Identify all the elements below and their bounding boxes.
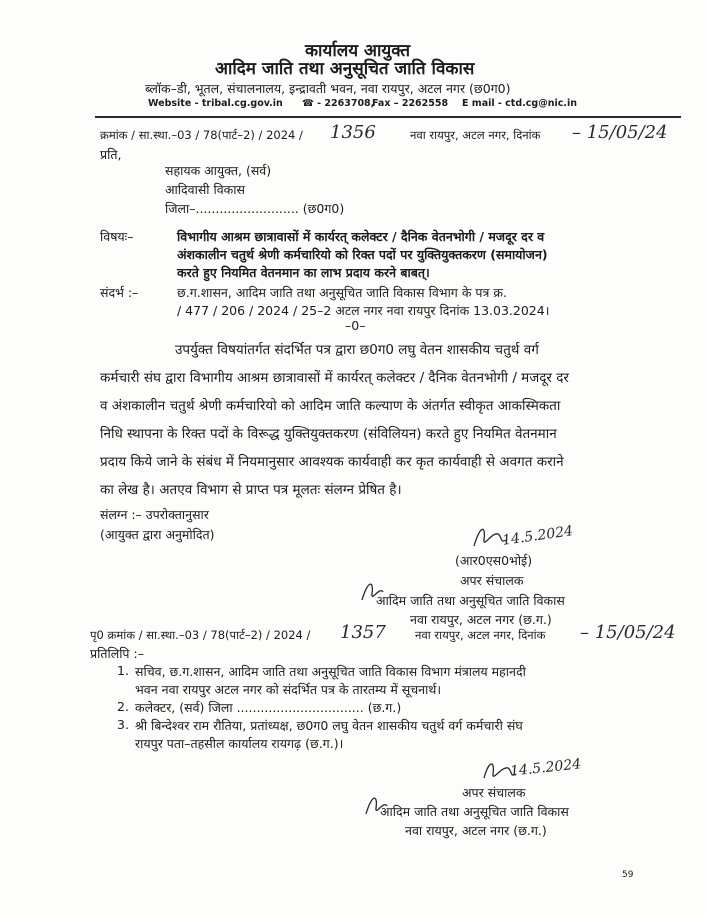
- place-date-label: नवा रायपुर, अटल नगर, दिनांक: [410, 128, 541, 142]
- letterhead-phone: ☎ - 2263708,: [302, 98, 375, 109]
- reference-label: संदर्भ :–: [100, 285, 139, 300]
- handwritten-date: – 15/05/24: [572, 122, 668, 143]
- body-line4: निधि स्थापना के रिक्त पदों के विरूद्ध युक्तियुक्तकरण (संविलियन) करते हुए नियमित वेतनमान: [100, 426, 557, 442]
- copy-handwritten-number: 1357: [340, 622, 386, 643]
- signatory-place-2: नवा रायपुर, अटल नगर (छ.ग.): [405, 823, 547, 838]
- letterhead-divider: [95, 116, 681, 118]
- copy-item-1-line1: सचिव, छ.ग.शासन, आदिम जाति तथा अनुसूचित जाति विकास विभाग मंत्रालय महानदी: [135, 664, 526, 679]
- signature-date-2: 14.5.2024: [509, 756, 582, 780]
- copy-item-2-line1: कलेक्टर, (सर्व) जिला ................................ (छ.ग.): [135, 700, 402, 715]
- copy-item-1-line2: भवन नवा रायपुर अटल नगर को संदर्भित पत्र के तारतम्य में सूचनार्थ।: [135, 682, 442, 697]
- reference-line2: / 477 / 206 / 2024 / 25–2 अटल नगर नवा रायपुर दिनांक 13.03.2024।: [177, 303, 550, 318]
- addressee-line2: आदिवासी विकास: [165, 182, 245, 197]
- signatory-dept-1: आदिम जाति तथा अनुसूचित जाति विकास: [376, 593, 565, 608]
- subject-line1: विभागीय आश्रम छात्रावासों में कार्यरत् कलेक्टर / दैनिक वेतनभोगी / मजदूर दर व: [177, 229, 545, 244]
- copy-place-date-label: नवा रायपुर, अटल नगर, दिनांक: [415, 628, 546, 642]
- separator: –0–: [345, 318, 366, 333]
- signatory-title-1: अपर संचालक: [460, 573, 524, 588]
- enclosure-line2: (आयुक्त द्वारा अनुमोदित): [100, 527, 215, 542]
- signatory-title-2: अपर संचालक: [462, 785, 526, 800]
- reference-line1: छ.ग.शासन, आदिम जाति तथा अनुसूचित जाति विकास विभाग के पत्र क्र.: [177, 285, 507, 300]
- copy-reference-number: पृ0 क्रमांक / सा.स्था.–03 / 78(पार्ट–2) / 2024 /: [90, 628, 311, 642]
- addressee-prati: प्रति,: [100, 147, 122, 162]
- enclosure-line1: संलग्न :– उपरोक्तानुसार: [100, 507, 209, 522]
- addressee-line3: जिला–.......................... (छ0ग0): [165, 201, 345, 216]
- copy-handwritten-date: – 15/05/24: [580, 622, 676, 643]
- letterhead-email: E mail - ctd.cg@nic.in: [462, 98, 577, 109]
- subject-label: विषयः–: [100, 229, 134, 244]
- body-line6: का लेख है। अतएव विभाग से प्राप्त पत्र मूलतः संलग्न प्रेषित है।: [100, 482, 402, 498]
- letterhead-department: आदिम जाति तथा अनुसूचित जाति विकास: [215, 59, 475, 79]
- copy-item-2-num: 2.: [117, 699, 129, 714]
- signatory-name: (आर0एस0भोई): [455, 553, 533, 568]
- letterhead-office: कार्यालय आयुक्त: [305, 41, 411, 61]
- body-line1: उपर्युक्त विषयांतर्गत संदर्भित पत्र द्वारा छ0ग0 लघु वेतन शासकीय चतुर्थ वर्ग: [175, 342, 539, 358]
- copy-item-3-num: 3.: [117, 717, 129, 732]
- letterhead-website: Website - tribal.cg.gov.in: [148, 98, 283, 109]
- subject-line2: अंशकालीन चतुर्थ श्रेणी कर्मचारियो को रिक्त पदों पर युक्तियुक्तकरण (समायोजन): [177, 247, 548, 262]
- signatory-place-1: नवा रायपुर, अटल नगर (छ.ग.): [410, 612, 552, 627]
- copy-item-3-line1: श्री बिन्देश्वर राम रौतिया, प्रतांध्यक्ष, छ0ग0 लघु वेतन शासकीय चतुर्थ वर्ग कर्मचारी संघ: [135, 718, 523, 733]
- signatory-dept-2: आदिम जाति तथा अनुसूचित जाति विकास: [380, 804, 569, 819]
- handwritten-number: 1356: [330, 122, 376, 143]
- body-line2: कर्मचारी संघ द्वारा विभागीय आश्रम छात्रावासों में कार्यरत् कलेक्टर / दैनिक वेतनभोगी / मजदूर दर: [100, 370, 569, 386]
- reference-number: क्रमांक / सा.स्था.–03 / 78(पार्ट–2) / 2024 /: [100, 128, 303, 142]
- body-line5: प्रदाय किये जाने के संबंध में नियमानुसार आवश्यक कार्यवाही कर कृत कार्यवाही से अवगत कराने: [100, 454, 564, 470]
- copy-item-1-num: 1.: [117, 663, 129, 678]
- copy-item-3-line2: रायपुर पता–तहसील कार्यालय रायगढ़ (छ.ग.)।: [135, 736, 344, 751]
- addressee-line1: सहायक आयुक्त, (सर्व): [165, 163, 272, 178]
- letterhead-address: ब्लॉक–डी, भूतल, संचालनालय, इन्द्रावती भवन, नवा रायपुर, अटल नगर (छ0ग0): [145, 81, 511, 96]
- signature-date-1: 14.5.2024: [501, 523, 575, 549]
- copy-label: प्रतिलिपि :–: [90, 646, 144, 661]
- body-line3: व अंशकालीन चतुर्थ श्रेणी कर्मचारियो को आदिम जाति कल्याण के अंतर्गत स्वीकृत आकस्मिकता: [100, 398, 561, 414]
- subject-line3: करते हुए नियमित वेतनमान का लाभ प्रदाय करने बाबत्।: [177, 265, 430, 280]
- page-number: 59: [622, 870, 634, 880]
- letterhead-fax: Fax – 2262558: [372, 98, 449, 109]
